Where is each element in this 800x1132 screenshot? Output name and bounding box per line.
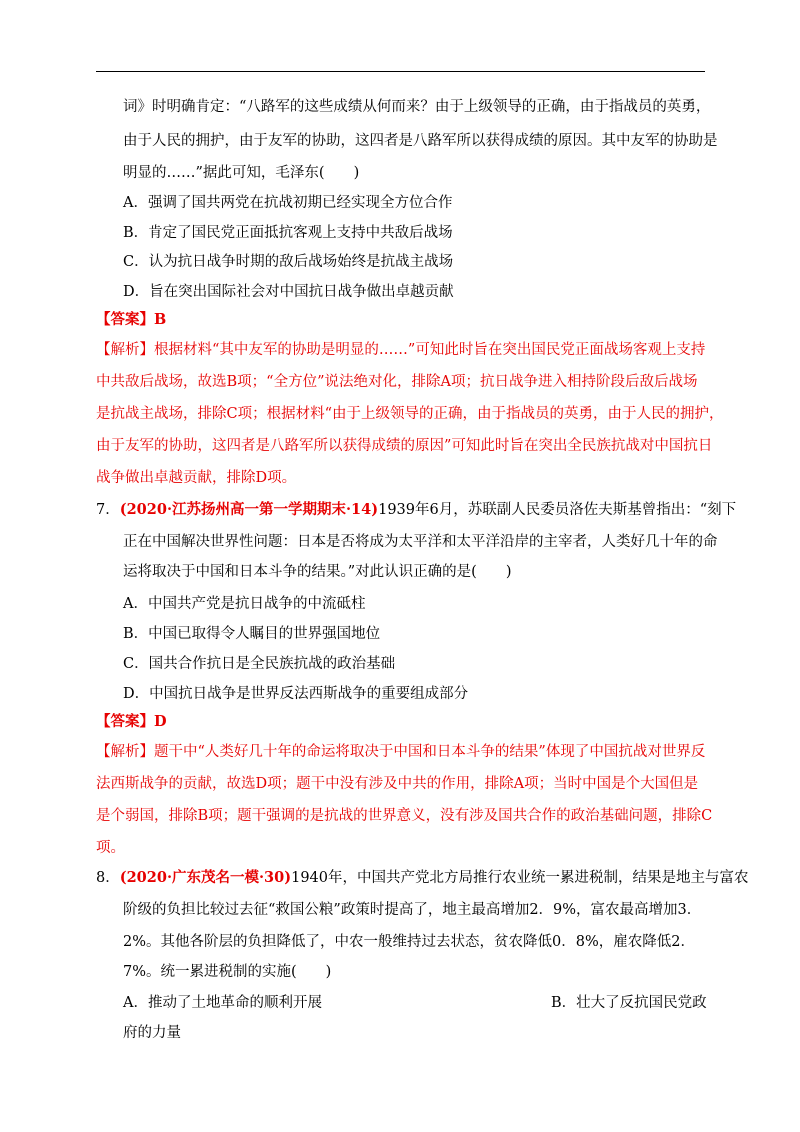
q7-stem-line-3: 运将取决于中国和日本斗争的结果。”对此认识正确的是( ) bbox=[123, 564, 512, 580]
q6-option-b: B．肯定了国民党正面抵抗客观上支持中共敌后战场 bbox=[123, 225, 453, 241]
q7-line-1 bbox=[96, 500, 736, 520]
q6-analysis-line-1: 【解析】根据材料“其中友军的协助是明显的……”可知此时旨在突出国民党正面战场客观上支持 bbox=[96, 342, 706, 358]
q8-source: (2020·广东茂名一模·30) bbox=[119, 869, 292, 886]
q7-analysis-line-2: 法西斯战争的贡献，故选D项；题干中没有涉及中共的作用，排除A项；当时中国是个大国但是 bbox=[96, 776, 699, 792]
q7-source: (2020·江苏扬州高一第一学期期末·14) bbox=[119, 501, 379, 518]
q6-analysis-line-4: 由于友军的协助，这四者是八路军所以获得成绩的原因”可知此时旨在突出全民族抗战对中国抗日 bbox=[96, 438, 713, 454]
q6-analysis-line-2: 中共敌后战场，故选B项；“全方位”说法绝对化，排除A项；抗日战争进入相持阶段后敌后战场 bbox=[96, 374, 698, 390]
q8-stem-line-3: 2%。其他各阶层的负担降低了，中农一般维持过去状态，贫农降低0．8%，雇农降低2． bbox=[123, 934, 695, 950]
q6-stem-line-1: 词》时明确肯定：“八路军的这些成绩从何而来？由于上级领导的正确，由于指战员的英勇， bbox=[123, 99, 711, 115]
q6-stem-line-2: 由于人民的拥护，由于友军的协助，这四者是八路军所以获得成绩的原因。其中友军的协助是 bbox=[123, 133, 718, 149]
q7-stem-line-2: 正在中国解决世界性问题：日本是否将成为太平洋和太平洋沿岸的主宰者，人类好几十年的命 bbox=[123, 534, 718, 550]
q7-option-d: D．中国抗日战争是世界反法西斯战争的重要组成部分 bbox=[123, 686, 469, 702]
q6-answer: 【答案】B bbox=[96, 311, 167, 328]
q6-option-d: D．旨在突出国际社会对中国抗日战争做出卓越贡献 bbox=[123, 284, 454, 300]
q7-analysis-line-1: 【解析】题干中“人类好几十年的命运将取决于中国和日本斗争的结果”体现了中国抗战对世界反 bbox=[96, 744, 706, 760]
q8-option-b: B．壮大了反抗国民党政 bbox=[551, 995, 707, 1011]
q7-stem-line-1: 1939年6月，苏联副人民委员洛佐夫斯基曾指出：“刻下 bbox=[378, 502, 737, 518]
q7-option-c: C．国共合作抗日是全民族抗战的政治基础 bbox=[123, 656, 396, 672]
q6-analysis-line-3: 是抗战主战场，排除C项；根据材料“由于上级领导的正确，由于指战员的英勇，由于人民的拥护， bbox=[96, 406, 724, 422]
q6-analysis-line-5: 战争做出卓越贡献，排除D项。 bbox=[96, 470, 297, 486]
q7-option-a: A．中国共产党是抗日战争的中流砥柱 bbox=[123, 596, 366, 612]
q7-answer: 【答案】D bbox=[96, 713, 167, 730]
q8-option-b-continued: 府的力量 bbox=[123, 1025, 181, 1041]
q8-stem-line-4: 7%。统一累进税制的实施( ) bbox=[123, 964, 332, 980]
q8-stem-line-2: 阶级的负担比较过去征“救国公粮”政策时提高了，地主最高增加2．9%，富农最高增加3． bbox=[123, 902, 702, 918]
q6-stem-line-3: 明显的……”据此可知，毛泽东( ) bbox=[123, 165, 360, 181]
q8-line-1 bbox=[96, 868, 749, 888]
header-rule bbox=[96, 71, 705, 72]
q7-analysis-line-4: 项。 bbox=[96, 840, 125, 856]
q8-number: 8． bbox=[96, 870, 120, 886]
q8-option-a: A．推动了土地革命的顺利开展 bbox=[123, 995, 322, 1011]
q6-option-c: C．认为抗日战争时期的敌后战场始终是抗战主战场 bbox=[123, 254, 454, 270]
q7-analysis-line-3: 是个弱国，排除B项；题干强调的是抗战的世界意义，没有涉及国共合作的政治基础问题，排除C bbox=[96, 808, 713, 824]
q7-number: 7． bbox=[96, 502, 120, 518]
q8-stem-line-1: 1940年，中国共产党北方局推行农业统一累进税制，结果是地主与富农 bbox=[291, 870, 749, 886]
q7-option-b: B．中国已取得令人瞩目的世界强国地位 bbox=[123, 626, 381, 642]
q6-option-a: A．强调了国共两党在抗战初期已经实现全方位合作 bbox=[123, 195, 453, 211]
